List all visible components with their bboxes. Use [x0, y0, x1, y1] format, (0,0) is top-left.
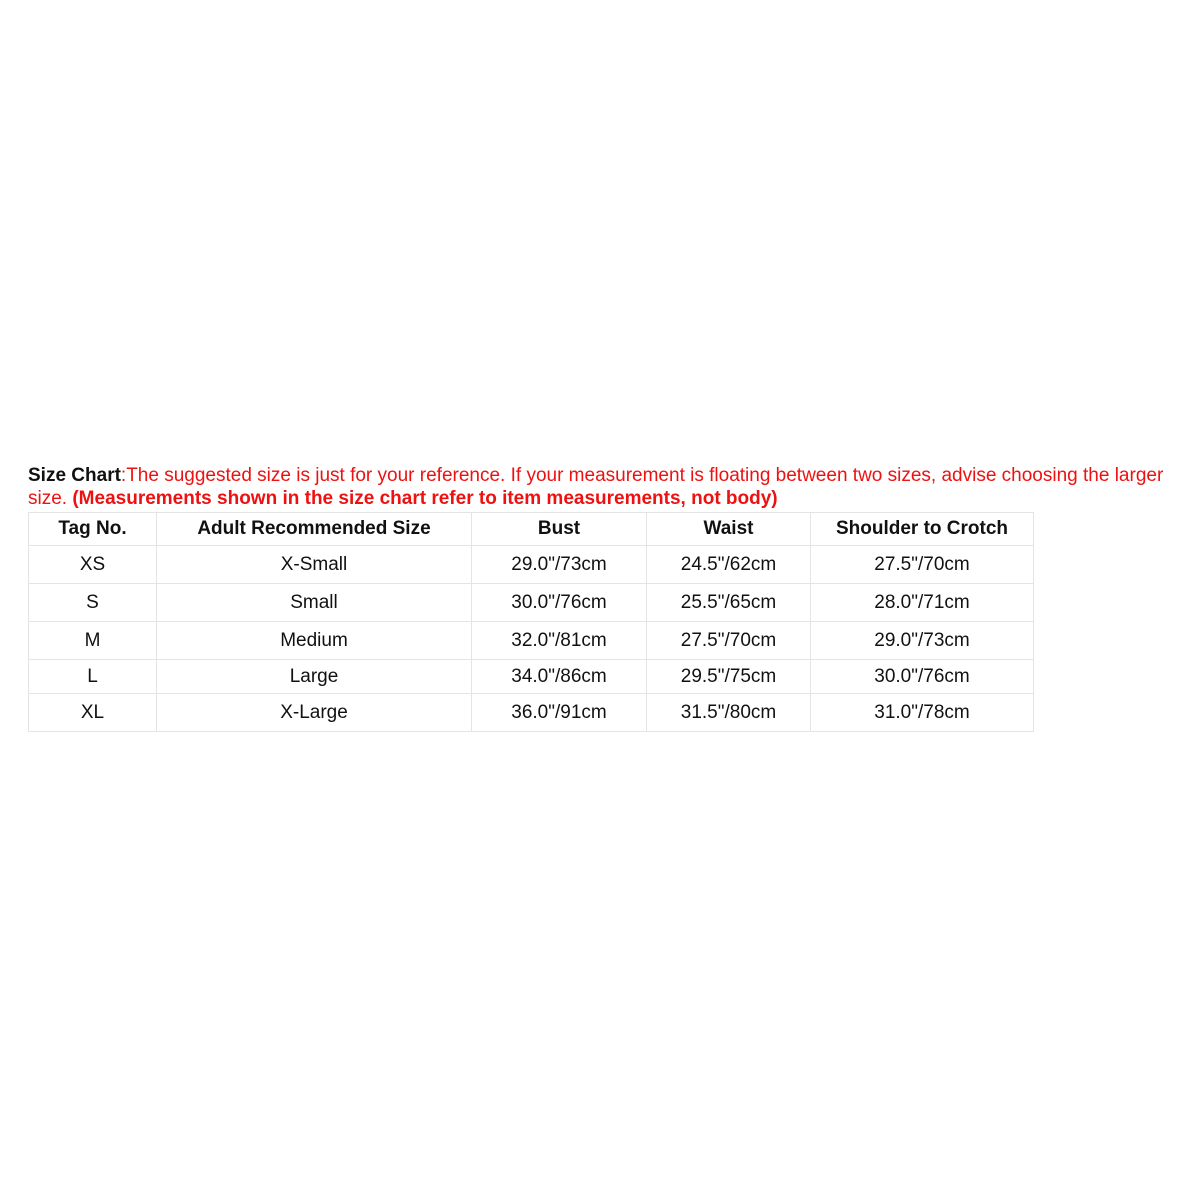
size-chart — [28, 464, 1168, 732]
cell-adult-size: Small — [157, 584, 472, 622]
cell-tag-no: M — [29, 622, 157, 660]
cell-shoulder-to-crotch: 30.0"/76cm — [811, 660, 1034, 694]
cell-waist: 27.5"/70cm — [647, 622, 811, 660]
cell-bust: 34.0"/86cm — [472, 660, 647, 694]
cell-shoulder-to-crotch: 28.0"/71cm — [811, 584, 1034, 622]
header-shoulder-to-crotch: Shoulder to Crotch — [811, 513, 1034, 546]
size-table — [28, 512, 1034, 732]
header-bust: Bust — [472, 513, 647, 546]
size-chart-note: (Measurements shown in the size chart refer to item measurements, not body) — [72, 488, 778, 509]
table-row — [29, 694, 1034, 732]
cell-tag-no: L — [29, 660, 157, 694]
header-waist: Waist — [647, 513, 811, 546]
cell-shoulder-to-crotch: 29.0"/73cm — [811, 622, 1034, 660]
header-adult-recommended-size: Adult Recommended Size — [157, 513, 472, 546]
table-row — [29, 546, 1034, 584]
cell-tag-no: XL — [29, 694, 157, 732]
cell-adult-size: X-Large — [157, 694, 472, 732]
cell-shoulder-to-crotch: 27.5"/70cm — [811, 546, 1034, 584]
cell-tag-no: S — [29, 584, 157, 622]
cell-bust: 36.0"/91cm — [472, 694, 647, 732]
table-header-row — [29, 513, 1034, 546]
cell-adult-size: Large — [157, 660, 472, 694]
cell-adult-size: X-Small — [157, 546, 472, 584]
cell-waist: 24.5"/62cm — [647, 546, 811, 584]
size-chart-intro — [28, 464, 1168, 510]
table-row — [29, 660, 1034, 694]
table-row — [29, 622, 1034, 660]
cell-bust: 30.0"/76cm — [472, 584, 647, 622]
header-tag-no: Tag No. — [29, 513, 157, 546]
table-row — [29, 584, 1034, 622]
cell-tag-no: XS — [29, 546, 157, 584]
cell-waist: 29.5"/75cm — [647, 660, 811, 694]
size-chart-intro-text: :The suggested size is just for your reference. If your measurement is floating between two sizes, advise choosing the larger size. — [28, 465, 1164, 509]
cell-shoulder-to-crotch: 31.0"/78cm — [811, 694, 1034, 732]
size-chart-label: Size Chart — [28, 465, 121, 486]
cell-waist: 25.5"/65cm — [647, 584, 811, 622]
cell-bust: 32.0"/81cm — [472, 622, 647, 660]
cell-bust: 29.0"/73cm — [472, 546, 647, 584]
cell-adult-size: Medium — [157, 622, 472, 660]
cell-waist: 31.5"/80cm — [647, 694, 811, 732]
